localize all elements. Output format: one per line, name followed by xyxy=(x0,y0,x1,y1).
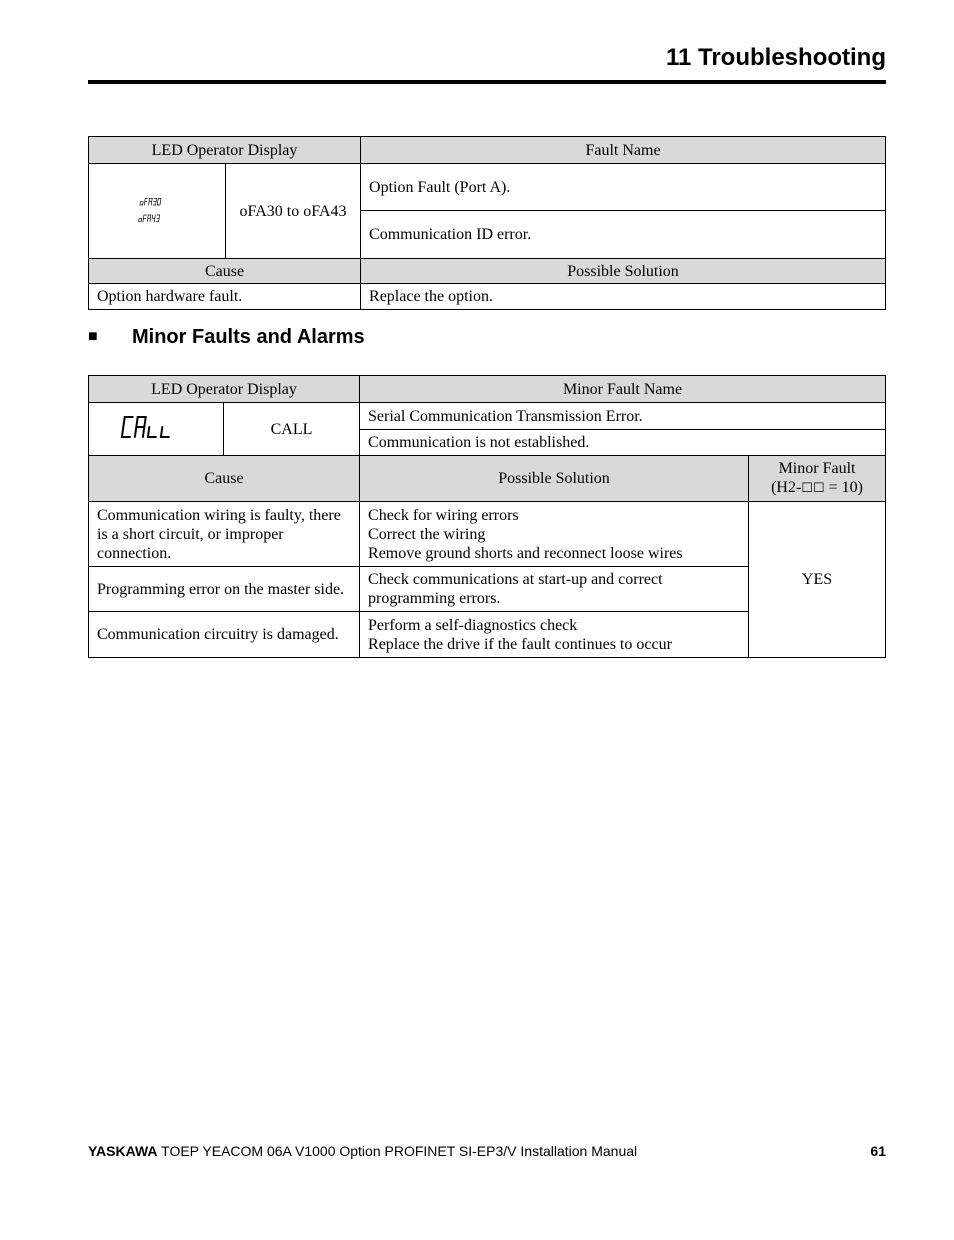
lcd-display-cell xyxy=(89,403,224,456)
section-heading xyxy=(88,326,365,349)
minor-fault-header-post: = 10) xyxy=(824,479,863,496)
minor-fault-table xyxy=(88,375,886,658)
col-header-fault-name: Fault Name xyxy=(361,137,886,164)
col-header-led-display: LED Operator Display xyxy=(89,376,360,403)
chapter-title: 11 Troubleshooting xyxy=(665,44,886,71)
lcd-display-image xyxy=(99,407,199,447)
solution-line: Remove ground shorts and reconnect loose wires xyxy=(368,544,683,562)
cause-cell-1: Communication wiring is faulty, there is a short circuit, or improper connection. xyxy=(89,502,360,567)
solution-line: Perform a self-diagnostics check xyxy=(368,616,578,634)
solution-line: Check for wiring errors xyxy=(368,506,519,524)
minor-fault-name-1: Serial Communication Transmission Error. xyxy=(360,403,886,430)
lcd-display-image xyxy=(99,195,209,227)
col-header-solution: Possible Solution xyxy=(361,259,886,284)
solution-cell-1 xyxy=(360,502,749,567)
solution-cell-3 xyxy=(360,612,749,658)
fault-name-2: Communication ID error. xyxy=(361,211,886,259)
cause-cell-2: Programming error on the master side. xyxy=(89,567,360,612)
footer-brand: YASKAWA xyxy=(88,1143,158,1159)
parameter-box-icons: ☐☐ xyxy=(801,481,825,496)
option-fault-table xyxy=(88,136,886,310)
solution-cell-2: Check communications at start-up and correct programming errors. xyxy=(360,567,749,612)
minor-fault-header-pre: (H2- xyxy=(771,479,802,496)
col-header-solution: Possible Solution xyxy=(360,456,749,502)
cause-cell: Option hardware fault. xyxy=(89,284,361,310)
footer-doc-title: TOEP YEACOM 06A V1000 Option PROFINET SI-EP3/V Installation Manual xyxy=(157,1143,638,1159)
page-number: 61 xyxy=(870,1143,886,1159)
col-header-cause: Cause xyxy=(89,456,360,502)
lcd-display-cell xyxy=(89,164,226,259)
solution-line: Correct the wiring xyxy=(368,525,486,543)
fault-code: CALL xyxy=(224,403,360,456)
section-marker: ■ xyxy=(88,328,98,345)
page-footer xyxy=(88,1143,886,1159)
minor-fault-header-line1: Minor Fault xyxy=(778,460,856,477)
page-header xyxy=(88,42,886,84)
fault-name-1: Option Fault (Port A). xyxy=(361,164,886,211)
solution-line: Replace the drive if the fault continues to occur xyxy=(368,635,672,653)
col-header-led-display: LED Operator Display xyxy=(89,137,361,164)
section-title: Minor Faults and Alarms xyxy=(132,326,365,348)
col-header-minor-fault xyxy=(749,456,886,502)
col-header-cause: Cause xyxy=(89,259,361,284)
minor-fault-name-2: Communication is not established. xyxy=(360,430,886,456)
solution-cell: Replace the option. xyxy=(361,284,886,310)
col-header-minor-fault-name: Minor Fault Name xyxy=(360,376,886,403)
fault-code-range: oFA30 to oFA43 xyxy=(226,164,361,259)
cause-cell-3: Communication circuitry is damaged. xyxy=(89,612,360,658)
minor-fault-value: YES xyxy=(749,502,886,658)
